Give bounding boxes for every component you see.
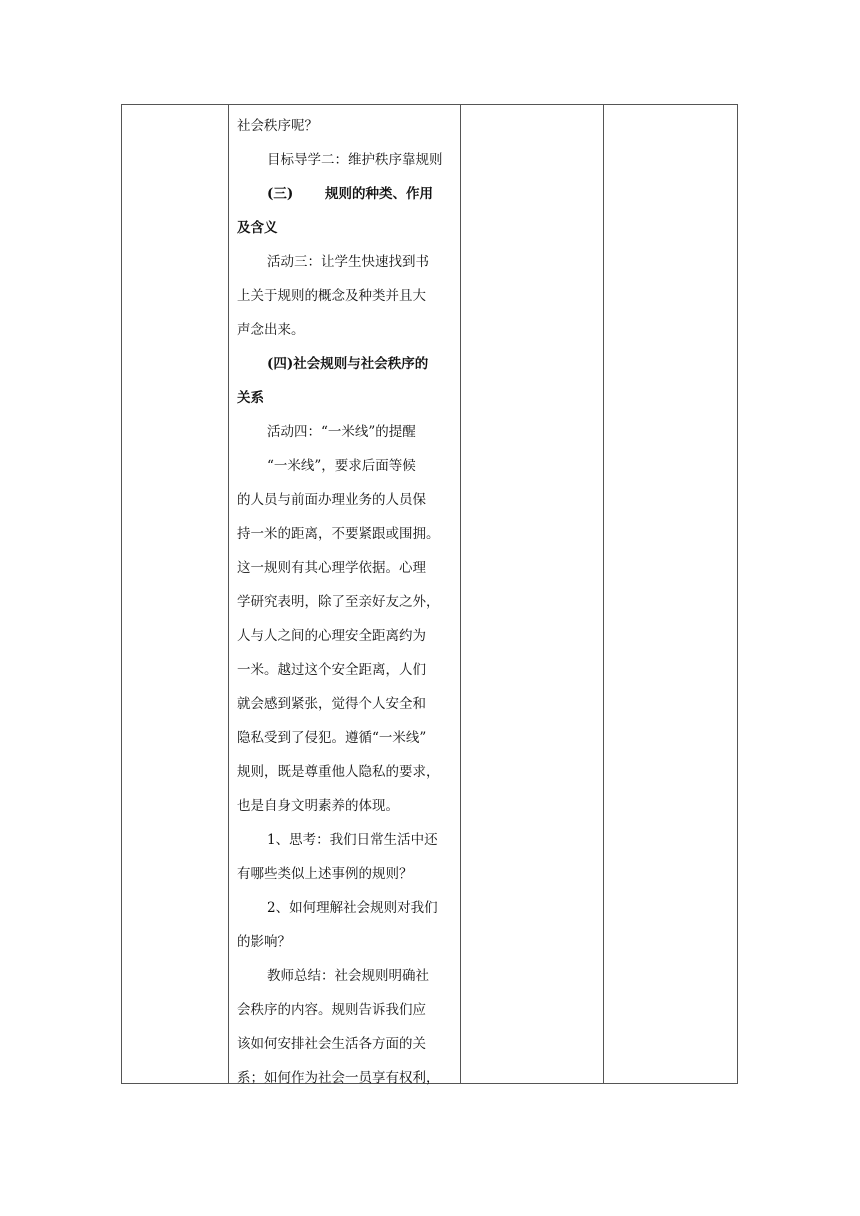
text-line: 该如何安排社会生活各方面的关 — [237, 1036, 426, 1052]
text-line: 一米。越过这个安全距离，人们 — [237, 662, 426, 678]
subsection-heading — [237, 177, 461, 211]
text-line: “一米线”，要求后面等候 — [267, 458, 416, 474]
text-line: 隐私受到了侵犯。遵循“一米线” — [237, 730, 427, 746]
activity-line: 活动四：“一米线”的提醒 — [267, 424, 416, 440]
column-divider-3 — [603, 105, 604, 1083]
text-line: 声念出来。 — [237, 322, 305, 338]
text-line: 这一规则有其心理学依据。心理 — [237, 560, 426, 576]
activity-line: 活动三：让学生快速找到书 — [267, 254, 429, 270]
teaching-content-column — [237, 105, 461, 1095]
section-heading: 目标导学二：维护秩序靠规则 — [267, 152, 443, 168]
text-line: 有哪些类似上述事例的规则？ — [237, 866, 413, 882]
subsection-heading: (四)社会规则与社会秩序的 — [267, 356, 429, 372]
text-line: 也是自身文明素养的体现。 — [237, 798, 399, 814]
text-line: 的影响？ — [237, 934, 291, 950]
text-line: 系；如何作为社会一员享有权利， — [237, 1070, 440, 1086]
lesson-table — [121, 104, 738, 1084]
subsection-heading-cont: 及含义 — [237, 220, 278, 236]
text-line: 人与人之间的心理安全距离约为 — [237, 628, 426, 644]
text-line: 上关于规则的概念及种类并且大 — [237, 288, 426, 304]
text-line: 就会感到紧张，觉得个人安全和 — [237, 696, 426, 712]
column-divider-1 — [228, 105, 229, 1083]
subsection-number: (三) — [267, 186, 294, 202]
text-line: 学研究表明，除了至亲好友之外， — [237, 594, 440, 610]
text-line: 社会秩序呢？ — [237, 118, 318, 134]
summary-line: 教师总结：社会规则明确社 — [267, 968, 429, 984]
subsection-title: 规则的种类、作用 — [325, 186, 433, 202]
text-line: 会秩序的内容。规则告诉我们应 — [237, 1002, 426, 1018]
text-line: 规则，既是尊重他人隐私的要求， — [237, 764, 440, 780]
text-line: 持一米的距离，不要紧跟或围拥。 — [237, 526, 440, 542]
question-line: 1、思考：我们日常生活中还 — [267, 832, 438, 848]
text-line: 的人员与前面办理业务的人员保 — [237, 492, 426, 508]
subsection-heading-cont: 关系 — [237, 390, 264, 406]
question-line: 2、如何理解社会规则对我们 — [267, 900, 438, 916]
